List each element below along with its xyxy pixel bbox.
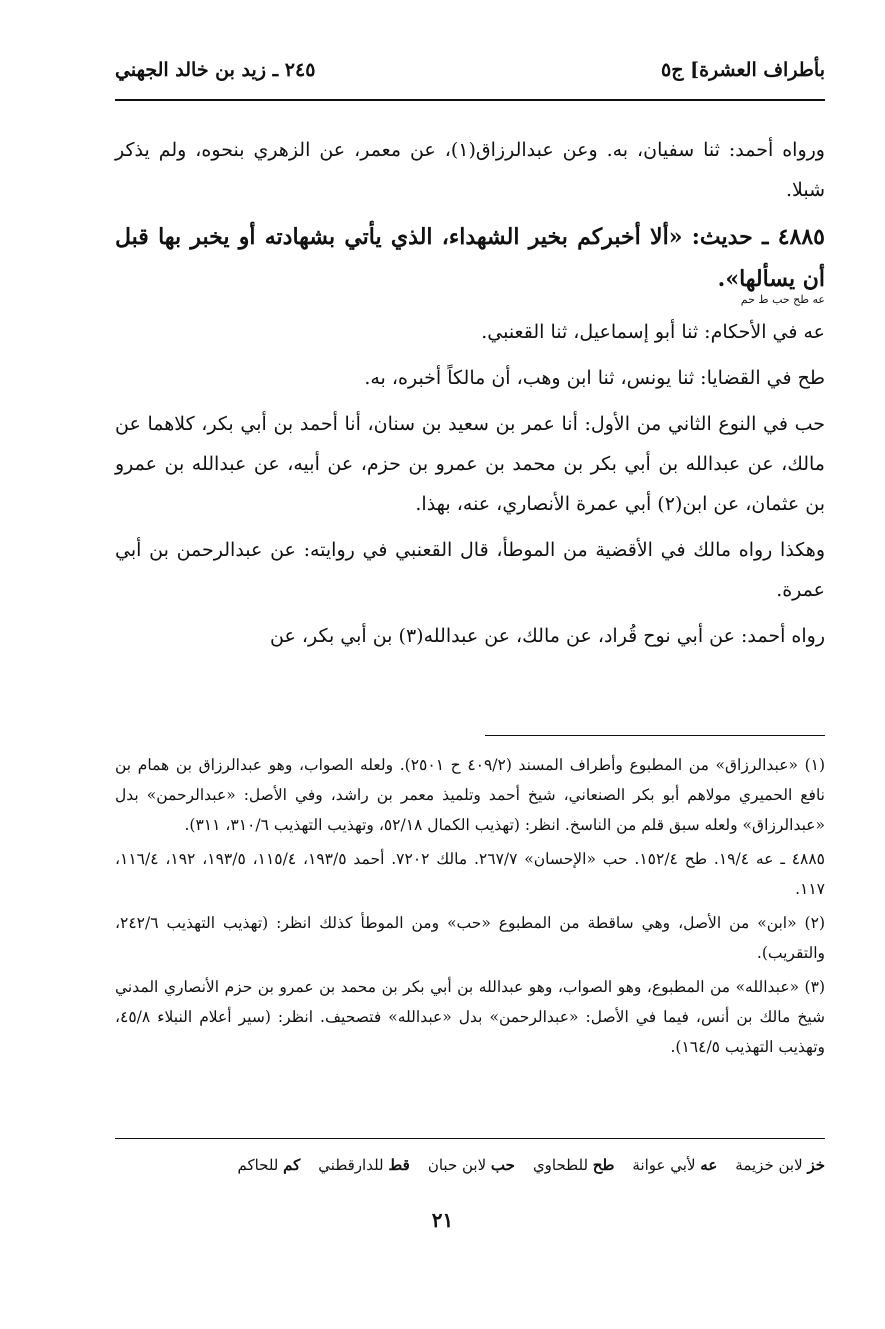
abbreviation-item: طح للطحاوي <box>532 1156 615 1174</box>
header-rule <box>115 99 825 101</box>
abbreviation-item: كم للحاكم <box>237 1156 301 1174</box>
footnote-sources: ٤٨٨٥ ـ عه ١٩/٤. طح ١٥٢/٤. حب «الإحسان» ٢٦٧/٧. مالك ٧٢٠٢. أحمد ١٩٣/٥، ١١٥/٤، ١٩٣/٥، ١٩٢، ١١٦/٤، ١١٧. <box>115 850 826 898</box>
hadith-text: ٤٨٨٥ ـ حديث: «ألا أخبركم بخير الشهداء، الذي يأتي بشهادته أو يخبر بها قبل أن يسألها». <box>115 224 825 292</box>
footnote: (٣) «عبدالله» من المطبوع، وهو الصواب، وهو عبدالله بن أبي بكر بن محمد بن عمرو بن حزم الأنصاري المدني شيخ مالك بن أنس، فيما في الأصل: «عبدالرحمن» بدل «عبدالله» فتصحيف. انظر: (سير أعلام النبلاء ٤٥/٨، وتهذيب التهذيب ١٦٤/٥). <box>115 978 825 1056</box>
header-book-title: بأطراف العشرة] ج٥ <box>661 59 825 81</box>
abbreviation-item: عه لأبي عوانة <box>632 1156 718 1174</box>
main-text <box>115 130 825 662</box>
hadith-sigla: عه طح حب ط حم <box>740 293 825 306</box>
paragraph: رواه أحمد: عن أبي نوح قُراد، عن مالك، عن عبدالله(٣) بن أبي بكر، عن <box>270 625 825 647</box>
paragraph: حب في النوع الثاني من الأول: أنا عمر بن سعيد بن سنان، أنا أحمد بن أبي بكر، كلاهما عن مالك، عن عبدالله بن أبي بكر بن محمد بن عمرو بن حزم، عن أبيه، عن عبدالله بن عمرو بن عثمان، عن ابن(٢) أبي عمرة الأنصاري، عنه، بهذا. <box>115 413 825 515</box>
footnote-rule <box>485 735 825 736</box>
paragraph: طح في القضايا: ثنا يونس، ثنا ابن وهب، أن مالكاً أخبره، به. <box>364 367 825 389</box>
abbreviation-item: حب لابن حبان <box>427 1156 515 1174</box>
paragraph: ورواه أحمد: ثنا سفيان، به. وعن عبدالرزاق(١)، عن معمر، عن الزهري بنحوه، ولم يذكر شبلا. <box>115 139 825 201</box>
abbreviation-item: قط للدارقطني <box>318 1156 410 1174</box>
hadith-heading <box>115 216 825 306</box>
running-header <box>115 50 825 90</box>
abbreviations-legend <box>115 1150 825 1180</box>
footnote: (٢) «ابن» من الأصل، وهي ساقطة من المطبوع «حب» ومن الموطأ كذلك انظر: (تهذيب التهذيب ٢٤٢/٦، والتقريب). <box>115 914 825 962</box>
abbreviation-item: خز لابن خزيمة <box>735 1156 825 1174</box>
footnote: (١) «عبدالرزاق» من المطبوع وأطراف المسند (٤٠٩/٢ ح ٢٥٠١). ولعله الصواب، وهو عبدالرزاق بن همام بن نافع الحميري مولاهم أبو بكر الصنعاني، شيخ أحمد وتلميذ معمر بن راشد، وفي الأصل: «عبدالرحمن» بدل «عبدالرزاق» ولعله سبق قلم من الناسخ. انظر: (تهذيب الكمال ٥٢/١٨، وتهذيب التهذيب ٣١٠/٦، ٣١١). <box>115 756 826 834</box>
header-chapter-title: ٢٤٥ ـ زيد بن خالد الجهني <box>115 59 316 81</box>
paragraph: وهكذا رواه مالك في الأقضية من الموطأ، قال القعنبي في روايته: عن عبدالرحمن بن أبي عمرة. <box>115 539 825 601</box>
footnotes <box>115 750 825 1066</box>
abbreviations-rule <box>115 1138 825 1139</box>
page-number: ٢١ <box>431 1208 454 1232</box>
paragraph: عه في الأحكام: ثنا أبو إسماعيل، ثنا القعنبي. <box>481 321 825 343</box>
